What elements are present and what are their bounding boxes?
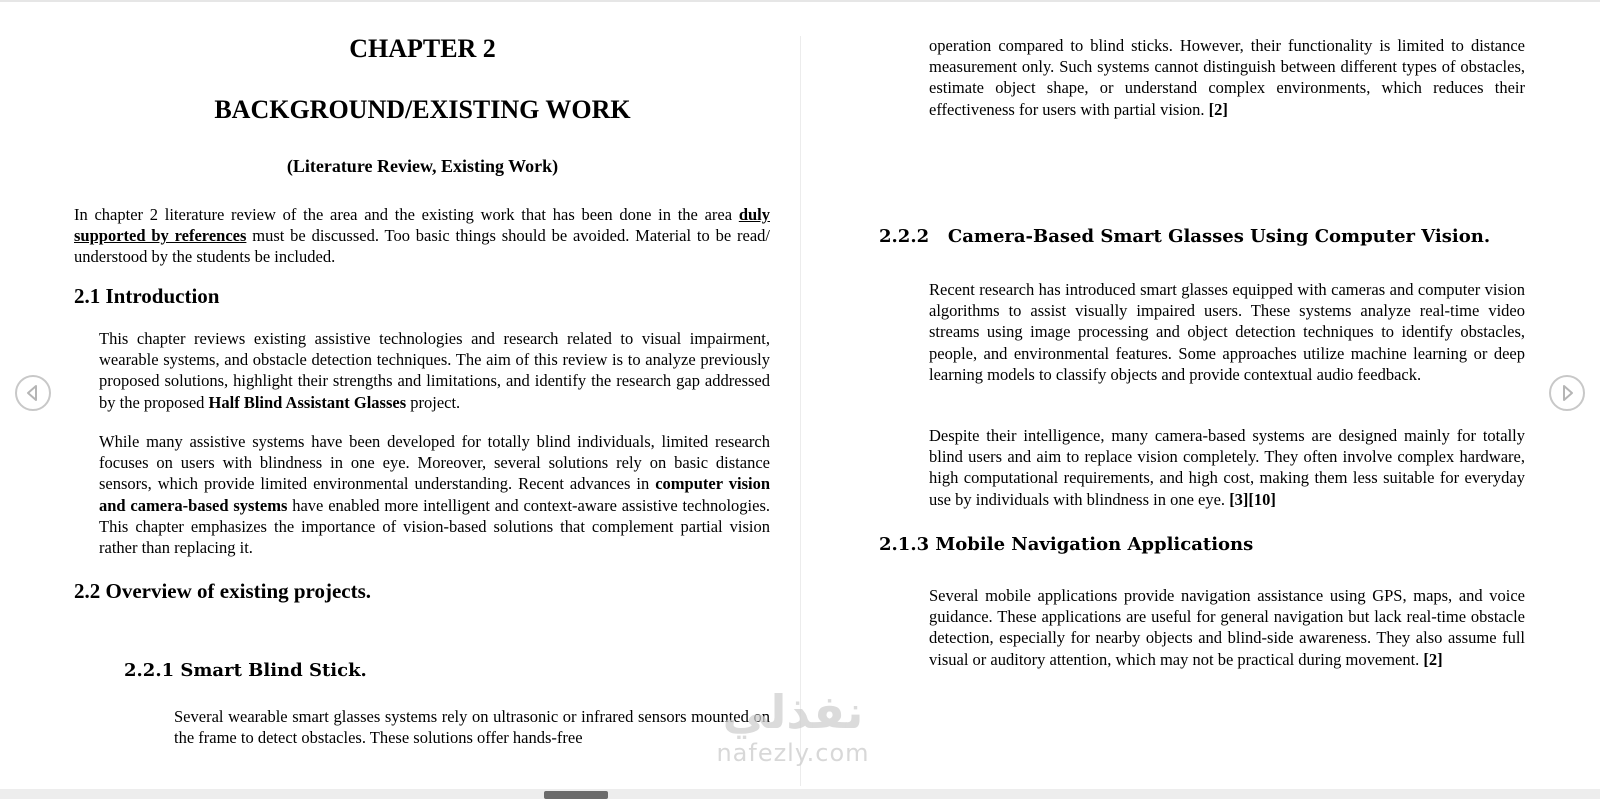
intro-paragraph — [74, 204, 770, 268]
intro-paragraph-1 — [99, 328, 770, 413]
para-text: Several mobile applications provide navigation assistance using GPS, maps, and voice guidance. These applications are useful for general navigation but lack real-time obstacle detection, especially for nearby objects and blind-side awareness. They also assume full visual or auditory attention, which may not be practical during movement. — [929, 586, 1525, 669]
para-text: While many assistive systems have been developed for totally blind individuals, limited research focuses on users with blindness in one eye. Moreover, several solutions rely on basic distance sensors, which provide limited environmental understanding. Recent advances in — [99, 432, 770, 494]
intro-text: In chapter 2 literature review of the area and the existing work that has been done in the area — [74, 205, 733, 224]
watermark-arabic: نفذلي — [722, 685, 864, 739]
section-2-2-2-heading: 2.2.2 Camera-Based Smart Glasses Using Computer Vision. — [879, 226, 1491, 247]
section-2-2-1-heading: 2.2.1 Smart Blind Stick. — [124, 660, 367, 681]
citation: [3][10] — [1229, 489, 1276, 509]
camera-glasses-paragraph-1: Recent research has introduced smart glasses equipped with cameras and computer vision algorithms to assist visually impaired users. These systems analyze real-time video streams using image processing and object detection techniques to identify obstacles, people, and environmental features. Some approaches utilize machine learning or deep learning models to classify objects and provide contextual audio feedback. — [929, 280, 1525, 384]
citation: [2] — [1208, 99, 1228, 119]
chapter-title: BACKGROUND/EXISTING WORK — [214, 95, 631, 124]
smart-stick-paragraph: Several wearable smart glasses systems rely on ultrasonic or infrared sensors mounted on the frame to detect obstacles. These solutions offer hands-free — [174, 707, 770, 748]
section-2-1-heading: 2.1 Introduction — [74, 284, 220, 308]
para-text: operation compared to blind sticks. However, their functionality is limited to distance measurement only. Such systems cannot distinguish between different types of obstacles, estimate object shape, or understand complex environments, which reduces their effectiveness for users with partial vision. — [929, 36, 1525, 119]
next-page-button[interactable] — [1549, 375, 1585, 411]
continued-paragraph — [929, 35, 1525, 120]
para-text-end: project. — [406, 392, 461, 412]
camera-glasses-paragraph-2 — [929, 425, 1525, 510]
references-link: duly supported by references — [74, 205, 770, 246]
chapter-subtitle: (Literature Review, Existing Work) — [286, 156, 559, 176]
mobile-nav-paragraph — [929, 585, 1525, 670]
section-2-1-3-heading: 2.1.3 Mobile Navigation Applications — [879, 534, 1254, 555]
watermark-url: nafezly.com — [716, 739, 870, 767]
chevron-right-icon — [1558, 384, 1576, 402]
project-name: Half Blind Assistant Glasses — [208, 392, 407, 412]
para-text: This chapter reviews existing assistive technologies and research related to visual impairment, wearable systems, and obstacle detection techniques. The aim of this review is to analyze previously proposed solutions, highlight their strengths and limitations, and identify the research gap addressed by the proposed — [99, 329, 770, 412]
emphasis-text: computer vision and camera-based systems — [99, 474, 771, 515]
previous-page-button[interactable] — [15, 375, 51, 411]
chevron-left-icon — [24, 384, 42, 402]
section-2-2-heading: 2.2 Overview of existing projects. — [74, 579, 372, 603]
intro-text-end: must be discussed. Too basic things should be avoided. Material to be read/ understood by the students be included. — [74, 226, 770, 267]
scrollbar-thumb[interactable] — [544, 791, 608, 799]
top-border — [0, 0, 1600, 2]
horizontal-scrollbar[interactable] — [0, 789, 1600, 799]
para-text-end: have enabled more intelligent and context-aware assistive technologies. This chapter emphasizes the importance of vision-based solutions that complement partial vision rather than replacing it. — [99, 495, 770, 558]
citation: [2] — [1423, 649, 1443, 669]
intro-paragraph-2 — [99, 431, 770, 558]
para-text: Despite their intelligence, many camera-based systems are designed mainly for totally blind users and aim to replace vision completely. They often involve complex hardware, high computational requirements, and high cost, making them less suitable for everyday use by individuals with blindness in one eye. — [929, 426, 1525, 509]
page-divider — [800, 36, 801, 786]
chapter-number: CHAPTER 2 — [349, 34, 496, 63]
